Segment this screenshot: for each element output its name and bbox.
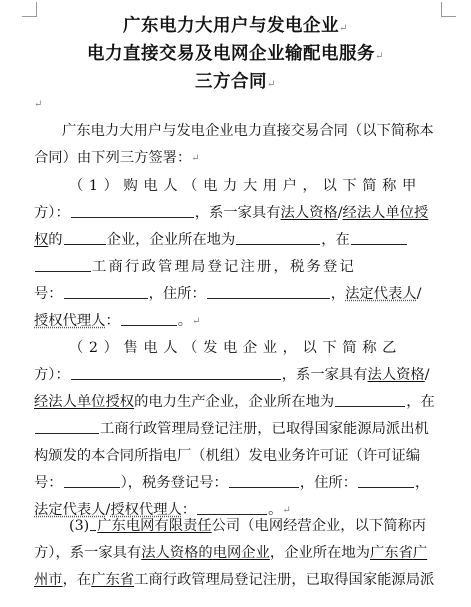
paragraph-mark-icon: ↵ bbox=[191, 153, 200, 164]
text-line: 方）： ，系一家具有 法人资格 / bbox=[34, 362, 446, 389]
party-b-name-blank[interactable] bbox=[71, 362, 281, 380]
registry-blank[interactable] bbox=[35, 416, 99, 434]
text-line: 方）： ，系一家具有 法人资格 / 经法人单位授 bbox=[34, 200, 446, 227]
intro-paragraph bbox=[34, 118, 446, 172]
text-line: 工商行政管理局登记注册，税务登记 bbox=[34, 254, 446, 281]
location-blank[interactable] bbox=[236, 227, 320, 245]
text-line: 号： ，住所： ， 法定代表人 / bbox=[34, 281, 446, 308]
paragraph-mark-icon: ↵ bbox=[34, 99, 43, 110]
text-line: （1）购电人（电力大用户，以下简称甲 bbox=[69, 178, 422, 194]
registry-blank-cont[interactable] bbox=[35, 254, 91, 272]
text-line: (3) 广东电网有限责任 公司（电网经营企业，以下简称丙 bbox=[34, 513, 446, 540]
tax-number-blank[interactable] bbox=[64, 281, 148, 299]
text-line: 授权代理人 ： 。 ↵ bbox=[34, 308, 446, 335]
text-line: 方），系一家具有 法人资格的 电网企业 ，企业所在地为 广东省广 bbox=[34, 545, 428, 561]
party-a-name-blank[interactable] bbox=[71, 200, 194, 218]
text-line: 权 的 企业，企业所在地为 ，在 bbox=[34, 227, 446, 254]
text-line: 工商行政管理局登记注册，已取得国家能源局派出机 bbox=[34, 416, 446, 443]
text-line: 法定代表人 / 授权代理人 ： 。 ↵ bbox=[34, 497, 446, 524]
text-line: 经法人单位授权 的电力生产企业，企业所在地为 ，在 bbox=[34, 389, 446, 416]
title-line-3: 三方合同↵ bbox=[195, 72, 276, 92]
party-a-paragraph bbox=[34, 173, 446, 335]
enterprise-type-blank[interactable] bbox=[64, 227, 106, 245]
text-line: （2）售电人（发电企业，以下简称乙 bbox=[69, 340, 403, 356]
title-line-2: 电力直接交易及电网企业输配电服务↵ bbox=[87, 44, 384, 64]
party-c-paragraph bbox=[34, 513, 446, 594]
location-blank[interactable] bbox=[335, 389, 405, 407]
address-blank[interactable] bbox=[207, 281, 330, 299]
tax-number-blank[interactable] bbox=[229, 470, 299, 488]
paragraph-mark-icon: ↵ bbox=[267, 79, 276, 90]
party-b-paragraph bbox=[34, 335, 446, 524]
text-line: 州市 ，在 广东省 工商行政管理局登记注册，已取得国家能源局派 bbox=[34, 572, 435, 588]
text-line: 号： ），税务登记号： ，住所： ， bbox=[34, 470, 446, 497]
license-number-blank[interactable] bbox=[64, 470, 120, 488]
paragraph-mark-icon: ↵ bbox=[282, 505, 291, 516]
paragraph-mark-icon: ↵ bbox=[192, 316, 201, 327]
registry-blank[interactable] bbox=[351, 227, 407, 245]
address-blank[interactable] bbox=[358, 470, 414, 488]
paragraph-mark-icon: ↵ bbox=[339, 23, 348, 34]
representative-blank[interactable] bbox=[121, 308, 177, 326]
text-line: 合同）由下列三方签署： ↵ bbox=[34, 145, 446, 172]
title-line-1: 广东电力大用户与发电企业↵ bbox=[123, 16, 348, 36]
spacer-blank bbox=[90, 513, 96, 531]
text-line: 广东电力大用户与发电企业电力直接交易合同（以下简称本 bbox=[62, 123, 434, 139]
text-line: 构颁发的本合同所指电厂（机组）发电业务许可证（许可证编 bbox=[34, 448, 421, 464]
paragraph-mark-icon: ↵ bbox=[375, 51, 384, 62]
